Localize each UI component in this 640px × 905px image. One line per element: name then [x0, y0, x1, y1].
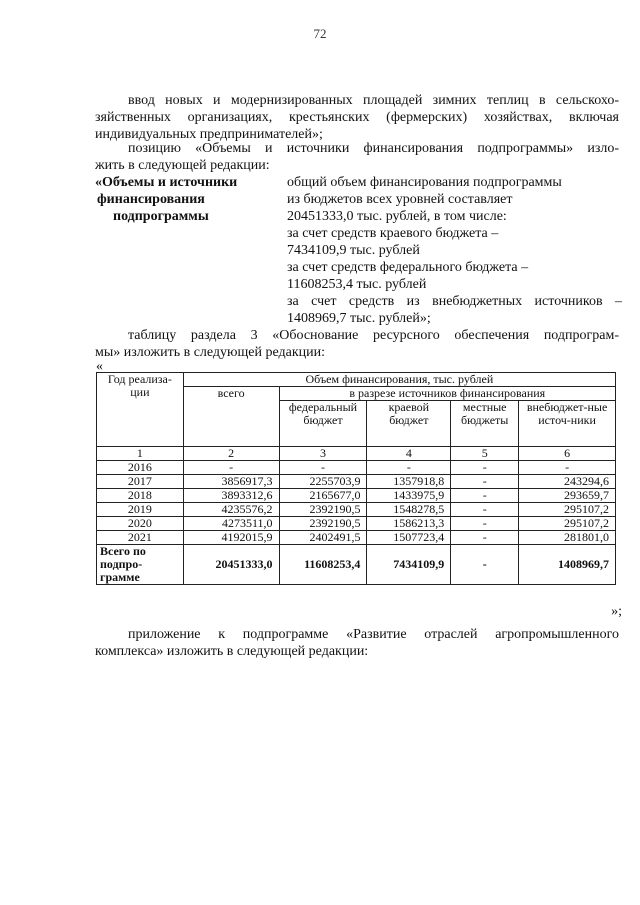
regional-cell: 7434109,9	[367, 545, 451, 585]
text-line: приложение к подпрограмме «Развитие отраслей агропромышленного	[128, 627, 619, 642]
header-by-source: в разрезе источников финансирования	[279, 387, 615, 401]
paragraph-appendix	[95, 626, 619, 660]
column-number: 6	[519, 447, 616, 461]
table-row	[97, 461, 616, 475]
value-line: общий объем финансирования подпрограммы	[287, 175, 562, 190]
local-cell: -	[451, 545, 519, 585]
label-line: финансирования	[97, 192, 205, 207]
value-line: 11608253,4 тыс. рублей	[287, 277, 427, 292]
year-cell: 2018	[97, 489, 184, 503]
federal-cell: 2255703,9	[279, 475, 367, 489]
local-cell: -	[451, 475, 519, 489]
value-line: за счет средств федерального бюджета –	[287, 260, 529, 275]
column-number: 3	[279, 447, 367, 461]
value-line: 7434109,9 тыс. рублей	[287, 243, 420, 258]
total-label: Всего по подпро-грамме	[97, 545, 184, 585]
label-line: подпрограммы	[113, 209, 209, 224]
paragraph-greenhouses	[95, 92, 619, 143]
label-line: «Объемы и источники	[95, 175, 238, 190]
regional-cell: 1507723,4	[367, 531, 451, 545]
funding-table	[96, 372, 616, 585]
extra-cell: -	[519, 461, 616, 475]
year-cell: 2017	[97, 475, 184, 489]
header-federal: федеральный бюджет	[279, 401, 367, 447]
text-line: комплекса» изложить в следующей редакции:	[95, 644, 369, 659]
year-cell: 2021	[97, 531, 184, 545]
extra-cell: 1408969,7	[519, 545, 616, 585]
extra-cell: 295107,2	[519, 503, 616, 517]
local-cell: -	[451, 489, 519, 503]
header-local: местные бюджеты	[451, 401, 519, 447]
header-regional: краевой бюджет	[367, 401, 451, 447]
value-line: за счет средств краевого бюджета –	[287, 226, 499, 241]
year-cell: 2016	[97, 461, 184, 475]
text-line: индивидуальных предпринимателей»;	[95, 127, 323, 142]
value-line: 1408969,7 тыс. рублей»;	[287, 311, 431, 326]
extra-cell: 281801,0	[519, 531, 616, 545]
local-cell: -	[451, 531, 519, 545]
regional-cell: -	[367, 461, 451, 475]
total-cell: 4192015,9	[183, 531, 279, 545]
header-extra: внебюджет-ные источ-ники	[519, 401, 616, 447]
local-cell: -	[451, 461, 519, 475]
table-row	[97, 531, 616, 545]
column-number-row	[97, 447, 616, 461]
total-cell: 4235576,2	[183, 503, 279, 517]
total-cell: 4273511,0	[183, 517, 279, 531]
text-line: позицию «Объемы и источники финансирования подпрограммы» изло-	[128, 141, 619, 156]
table-row	[97, 517, 616, 531]
text-line: жить в следующей редакции:	[95, 158, 270, 173]
header-year: Год реализа-ции	[97, 373, 184, 447]
extra-cell: 243294,6	[519, 475, 616, 489]
text-line: мы» изложить в следующей редакции:	[95, 345, 326, 360]
regional-cell: 1357918,8	[367, 475, 451, 489]
regional-cell: 1433975,9	[367, 489, 451, 503]
closing-quote: »;	[611, 604, 622, 619]
table-row	[97, 489, 616, 503]
federal-cell: -	[279, 461, 367, 475]
year-cell: 2019	[97, 503, 184, 517]
table-header-row	[97, 373, 616, 387]
extra-cell: 295107,2	[519, 517, 616, 531]
table-row	[97, 503, 616, 517]
extra-cell: 293659,7	[519, 489, 616, 503]
total-cell: 3856917,3	[183, 475, 279, 489]
total-cell: 3893312,6	[183, 489, 279, 503]
local-cell: -	[451, 517, 519, 531]
paragraph-position	[95, 140, 619, 174]
text-line: таблицу раздела 3 «Обоснование ресурсного обеспечения подпрограм-	[128, 328, 619, 343]
column-number: 2	[183, 447, 279, 461]
column-number: 1	[97, 447, 184, 461]
value-line: из бюджетов всех уровней составляет	[287, 192, 513, 207]
text-line: ввод новых и модернизированных площадей зимних теплиц в сельскохо-	[128, 93, 619, 108]
local-cell: -	[451, 503, 519, 517]
opening-quote: «	[96, 359, 103, 374]
header-total: всего	[183, 387, 279, 447]
federal-cell: 2392190,5	[279, 503, 367, 517]
value-line: за счет средств из внебюджетных источников –	[287, 294, 622, 309]
federal-cell: 11608253,4	[279, 545, 367, 585]
program-label	[95, 174, 285, 225]
table-total-row	[97, 545, 616, 585]
table-row	[97, 475, 616, 489]
regional-cell: 1586213,3	[367, 517, 451, 531]
column-number: 5	[451, 447, 519, 461]
federal-cell: 2402491,5	[279, 531, 367, 545]
program-value	[287, 174, 622, 327]
year-cell: 2020	[97, 517, 184, 531]
total-cell: 20451333,0	[183, 545, 279, 585]
regional-cell: 1548278,5	[367, 503, 451, 517]
value-line: 20451333,0 тыс. рублей, в том числе:	[287, 209, 507, 224]
federal-cell: 2392190,5	[279, 517, 367, 531]
total-cell: -	[183, 461, 279, 475]
text-line: зяйственных организациях, крестьянских (фермерских) хозяйствах, включая	[95, 110, 619, 125]
column-number: 4	[367, 447, 451, 461]
page-number: 72	[313, 26, 327, 41]
paragraph-table-intro	[95, 327, 619, 361]
federal-cell: 2165677,0	[279, 489, 367, 503]
header-volume: Объем финансирования, тыс. рублей	[183, 373, 615, 387]
